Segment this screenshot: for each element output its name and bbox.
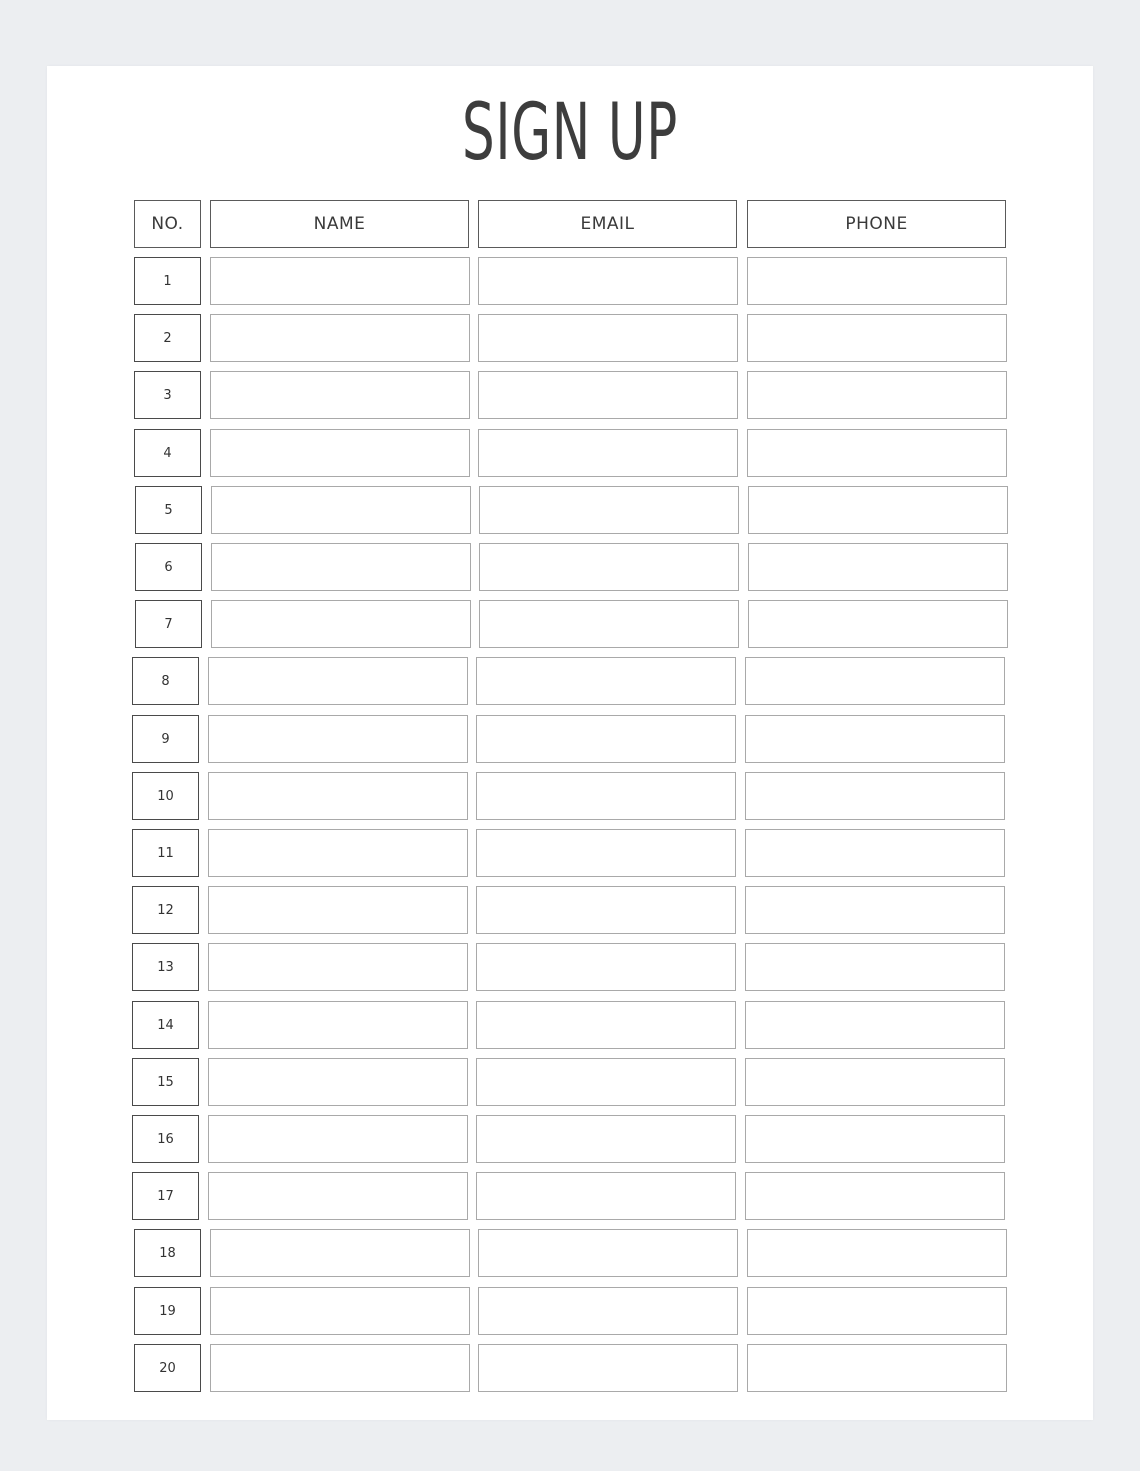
name-field[interactable] — [208, 1115, 468, 1163]
phone-field[interactable] — [747, 1344, 1007, 1392]
row-number: 10 — [132, 772, 199, 820]
phone-field[interactable] — [747, 371, 1007, 419]
phone-field[interactable] — [747, 1287, 1007, 1335]
phone-field[interactable] — [745, 943, 1005, 991]
email-field[interactable] — [476, 1172, 736, 1220]
name-field[interactable] — [211, 486, 471, 534]
row-number: 8 — [132, 657, 199, 705]
email-field[interactable] — [476, 1115, 736, 1163]
email-field[interactable] — [478, 257, 738, 305]
email-field[interactable] — [478, 1229, 738, 1277]
phone-field[interactable] — [745, 715, 1005, 763]
page-title: SIGN UP — [462, 88, 678, 178]
column-header-no: NO. — [134, 200, 201, 248]
email-field[interactable] — [476, 1001, 736, 1049]
row-number: 19 — [134, 1287, 201, 1335]
row-number: 17 — [132, 1172, 199, 1220]
email-field[interactable] — [479, 486, 739, 534]
phone-field[interactable] — [747, 314, 1007, 362]
name-field[interactable] — [210, 1287, 470, 1335]
email-field[interactable] — [478, 371, 738, 419]
email-field[interactable] — [476, 1058, 736, 1106]
name-field[interactable] — [210, 429, 470, 477]
row-number: 18 — [134, 1229, 201, 1277]
row-number: 12 — [132, 886, 199, 934]
email-field[interactable] — [476, 886, 736, 934]
phone-field[interactable] — [748, 486, 1008, 534]
phone-field[interactable] — [745, 772, 1005, 820]
name-field[interactable] — [208, 715, 468, 763]
row-number: 16 — [132, 1115, 199, 1163]
email-field[interactable] — [478, 1344, 738, 1392]
phone-field[interactable] — [745, 1115, 1005, 1163]
row-number: 11 — [132, 829, 199, 877]
phone-field[interactable] — [748, 543, 1008, 591]
name-field[interactable] — [210, 257, 470, 305]
name-field[interactable] — [210, 1229, 470, 1277]
row-number: 4 — [134, 429, 201, 477]
name-field[interactable] — [210, 371, 470, 419]
email-field[interactable] — [476, 715, 736, 763]
row-number: 20 — [134, 1344, 201, 1392]
phone-field[interactable] — [745, 657, 1005, 705]
email-field[interactable] — [478, 429, 738, 477]
name-field[interactable] — [208, 657, 468, 705]
phone-field[interactable] — [747, 429, 1007, 477]
phone-field[interactable] — [745, 886, 1005, 934]
email-field[interactable] — [476, 657, 736, 705]
name-field[interactable] — [211, 543, 471, 591]
name-field[interactable] — [208, 772, 468, 820]
row-number: 14 — [132, 1001, 199, 1049]
name-field[interactable] — [208, 1058, 468, 1106]
email-field[interactable] — [476, 772, 736, 820]
name-field[interactable] — [208, 1001, 468, 1049]
row-number: 1 — [134, 257, 201, 305]
column-header-name: NAME — [210, 200, 469, 248]
email-field[interactable] — [476, 943, 736, 991]
phone-field[interactable] — [747, 1229, 1007, 1277]
phone-field[interactable] — [745, 829, 1005, 877]
email-field[interactable] — [476, 829, 736, 877]
row-number: 2 — [134, 314, 201, 362]
email-field[interactable] — [478, 1287, 738, 1335]
row-number: 5 — [135, 486, 202, 534]
name-field[interactable] — [208, 1172, 468, 1220]
phone-field[interactable] — [747, 257, 1007, 305]
phone-field[interactable] — [745, 1172, 1005, 1220]
name-field[interactable] — [208, 829, 468, 877]
row-number: 3 — [134, 371, 201, 419]
name-field[interactable] — [211, 600, 471, 648]
row-number: 9 — [132, 715, 199, 763]
email-field[interactable] — [478, 314, 738, 362]
column-header-phone: PHONE — [747, 200, 1006, 248]
row-number: 15 — [132, 1058, 199, 1106]
name-field[interactable] — [208, 943, 468, 991]
name-field[interactable] — [208, 886, 468, 934]
column-header-email: EMAIL — [478, 200, 737, 248]
phone-field[interactable] — [745, 1058, 1005, 1106]
row-number: 13 — [132, 943, 199, 991]
name-field[interactable] — [210, 1344, 470, 1392]
row-number: 7 — [135, 600, 202, 648]
phone-field[interactable] — [748, 600, 1008, 648]
phone-field[interactable] — [745, 1001, 1005, 1049]
email-field[interactable] — [479, 600, 739, 648]
row-number: 6 — [135, 543, 202, 591]
email-field[interactable] — [479, 543, 739, 591]
name-field[interactable] — [210, 314, 470, 362]
